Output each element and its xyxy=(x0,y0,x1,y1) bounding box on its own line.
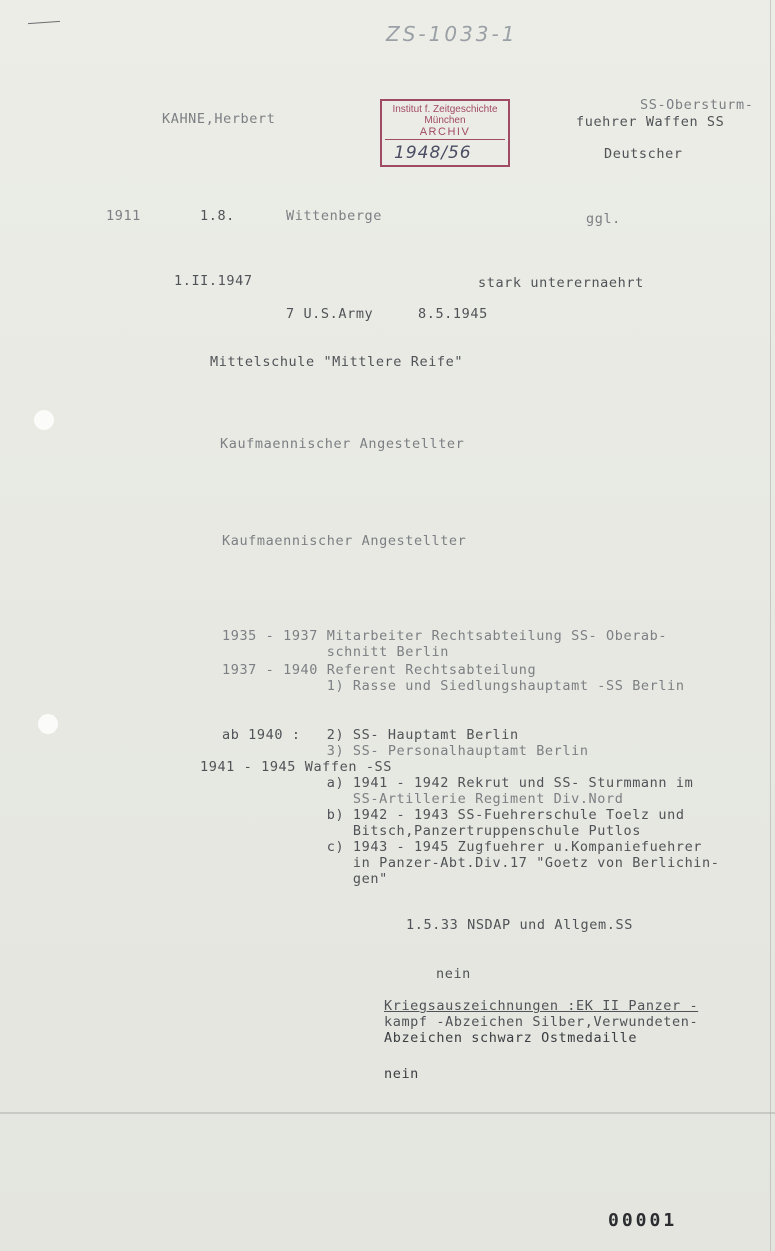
career-line-8: a) 1941 - 1942 Rekrut und SS- Sturmmann im xyxy=(222,775,694,791)
answer-2: nein xyxy=(384,1066,419,1082)
career-line-12: c) 1943 - 1945 Zugfuehrer u.Kompaniefuehrer xyxy=(222,839,703,855)
answer-1: nein xyxy=(436,966,471,982)
interrogation-date: 1.II.1947 xyxy=(174,273,253,289)
page-number: 00001 xyxy=(608,1210,678,1231)
career-line-7: 1941 - 1945 Waffen -SS xyxy=(200,759,393,775)
rank-line-1: SS-Obersturm- xyxy=(640,97,754,113)
stamp-institute: Institut f. Zeitgeschichte xyxy=(392,104,498,115)
stamp-city: München xyxy=(424,115,466,126)
decorations-line-2: kampf -Abzeichen Silber,Verwundeten- xyxy=(384,1014,699,1030)
career-line-9: SS-Artillerie Regiment Div.Nord xyxy=(222,791,624,807)
punch-hole-top xyxy=(34,410,54,430)
career-line-10: b) 1942 - 1943 SS-Fuehrerschule Toelz und xyxy=(222,807,685,823)
archive-stamp xyxy=(380,99,510,167)
education: Mittelschule "Mittlere Reife" xyxy=(210,354,464,370)
handwritten-reference: ZS-1033-1 xyxy=(386,22,518,46)
party-membership: 1.5.33 NSDAP und Allgem.SS xyxy=(406,917,633,933)
paper-fold xyxy=(0,1112,775,1114)
career-line-11: Bitsch,Panzertruppenschule Putlos xyxy=(222,823,641,839)
physical-condition: stark unterernaehrt xyxy=(478,275,644,291)
pencil-mark xyxy=(28,21,60,24)
birth-year: 1911 xyxy=(106,208,141,224)
stamp-number: 1948/56 xyxy=(394,143,472,163)
birth-date: 1.8. xyxy=(200,208,235,224)
career-line-6: 3) SS- Personalhauptamt Berlin xyxy=(222,743,589,759)
religion: ggl. xyxy=(586,211,621,227)
rank-line-2: fuehrer Waffen SS xyxy=(576,114,725,130)
career-line-4: 1) Rasse und Siedlungshauptamt -SS Berlin xyxy=(222,678,685,694)
stamp-archive: ARCHIV xyxy=(419,126,471,138)
decorations-line-3: Abzeichen schwarz Ostmedaille xyxy=(384,1030,638,1046)
profession-learned: Kaufmaennischer Angestellter xyxy=(220,436,465,452)
career-line-14: gen" xyxy=(222,871,388,887)
stamp-divider xyxy=(385,139,505,140)
punch-hole-bottom xyxy=(38,714,58,734)
page-edge xyxy=(770,0,771,1251)
career-line-2: schnitt Berlin xyxy=(222,644,449,660)
decorations-line-1: Kriegsauszeichnungen :EK II Panzer - xyxy=(384,998,699,1014)
birth-place: Wittenberge xyxy=(286,208,383,224)
career-line-3: 1937 - 1940 Referent Rechtsabteilung xyxy=(222,662,537,678)
career-line-1: 1935 - 1937 Mitarbeiter Rechtsabteilung SS- Oberab- xyxy=(222,628,668,644)
captured-by: 7 U.S.Army xyxy=(286,306,374,322)
person-name: KAHNE,Herbert xyxy=(162,111,276,127)
profession-last: Kaufmaennischer Angestellter xyxy=(222,533,467,549)
captured-date: 8.5.1945 xyxy=(418,306,488,322)
career-line-13: in Panzer-Abt.Div.17 "Goetz von Berlichin- xyxy=(222,855,720,871)
nationality: Deutscher xyxy=(604,146,683,162)
career-line-5: ab 1940 : 2) SS- Hauptamt Berlin xyxy=(222,727,519,743)
